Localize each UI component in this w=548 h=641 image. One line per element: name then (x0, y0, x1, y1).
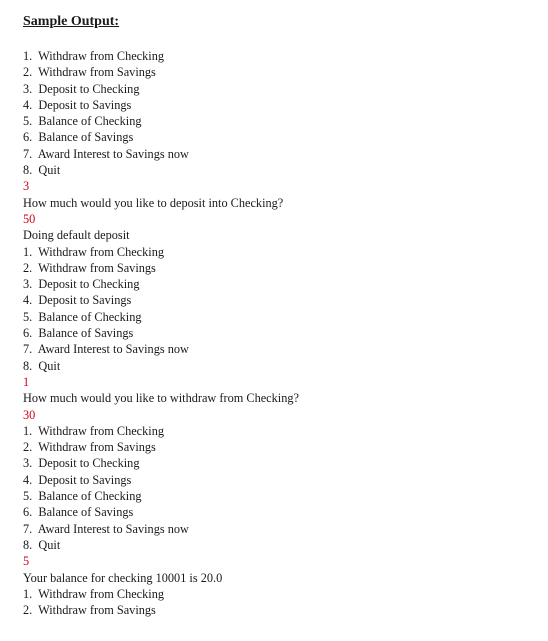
output-line: 8. Quit (23, 358, 61, 373)
user-input-line: 50 (23, 211, 36, 226)
output-line: 7. Award Interest to Savings now (23, 521, 189, 536)
output-line: 2. Withdraw from Savings (23, 603, 156, 618)
user-input-line: 5 (23, 554, 30, 569)
output-line: 7. Award Interest to Savings now (23, 342, 189, 357)
user-input-line: 30 (23, 407, 36, 422)
output-line: 2. Withdraw from Savings (23, 65, 156, 80)
output-line: 2. Withdraw from Savings (23, 440, 156, 455)
output-line: 8. Quit (23, 537, 61, 552)
output-line: 5. Balance of Checking (23, 114, 142, 129)
output-line: 6. Balance of Savings (23, 505, 134, 520)
output-line: 6. Balance of Savings (23, 326, 134, 341)
output-line: 5. Balance of Checking (23, 489, 142, 504)
output-line: How much would you like to withdraw from Checking? (23, 391, 299, 406)
output-line: 5. Balance of Checking (23, 309, 142, 324)
output-line: 3. Deposit to Checking (23, 456, 140, 471)
document-page (23, 12, 533, 618)
output-line: 1. Withdraw from Checking (23, 423, 165, 438)
output-line: 1. Withdraw from Checking (23, 49, 165, 63)
output-line: Your balance for checking 10001 is 20.0 (23, 570, 223, 585)
output-line: 3. Deposit to Checking (23, 81, 140, 96)
output-line: 1. Withdraw from Checking (23, 244, 165, 259)
output-line: 7. Award Interest to Savings now (23, 146, 189, 161)
output-line: How much would you like to deposit into Checking? (23, 195, 284, 210)
output-line: 4. Deposit to Savings (23, 293, 132, 308)
console-transcript (23, 48, 533, 618)
output-line: 3. Deposit to Checking (23, 277, 140, 292)
output-line: 2. Withdraw from Savings (23, 260, 156, 275)
section-title: Sample Output: (23, 14, 120, 29)
output-line: 4. Deposit to Savings (23, 472, 132, 487)
output-line: Doing default deposit (23, 228, 130, 243)
output-line: 1. Withdraw from Checking (23, 586, 165, 601)
output-line: 4. Deposit to Savings (23, 97, 132, 112)
output-line: 8. Quit (23, 163, 61, 178)
output-line: 6. Balance of Savings (23, 130, 134, 145)
user-input-line: 3 (23, 179, 30, 194)
user-input-line: 1 (23, 374, 30, 389)
